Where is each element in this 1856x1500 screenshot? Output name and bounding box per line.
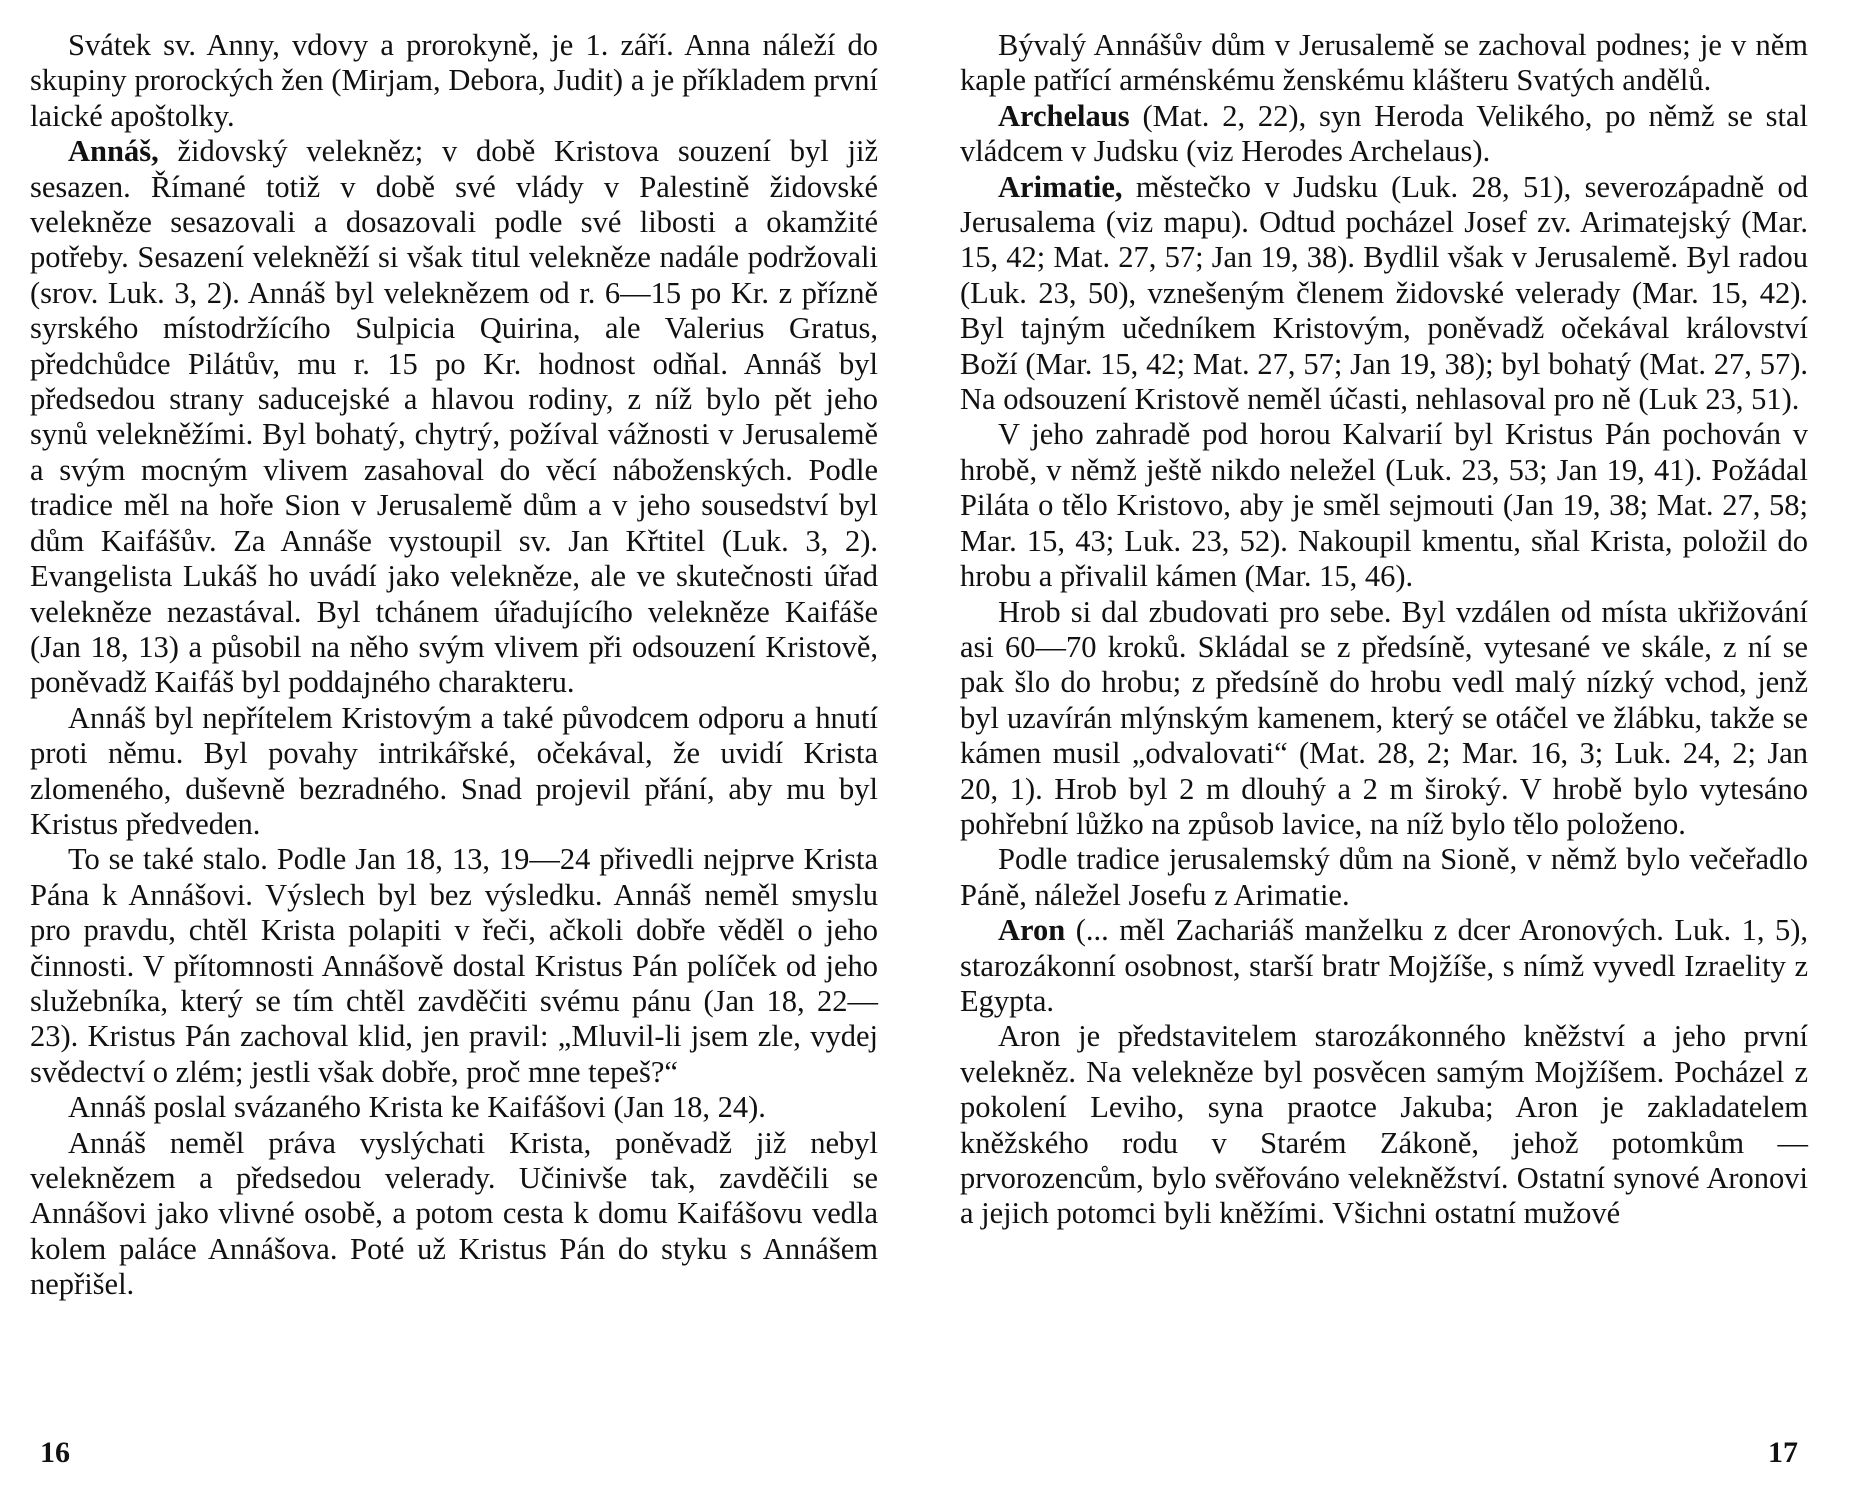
paragraph-text: Svátek sv. Anny, vdovy a prorokyně, je 1. září. Anna náleží do skupiny prorockých žen (Mirjam, Debora, Judit) a je příkladem první laické apoštolky. bbox=[30, 28, 878, 133]
paragraph-text: Aron je představitelem starozákonného kněžství a jeho první velekněz. Na velekněze byl posvěcen samým Mojžíšem. Pocházel z pokolení Leviho, syna praotce Jakuba; Aron je zakladatelem kněžského rodu v Starém Zákoně, jehož potomkům — prvorozencům, bylo svěřováno velekněžství. Ostatní synové Aronovi a jejich potomci byli kněžími. Všichni ostatní mužové bbox=[960, 1019, 1808, 1231]
page-number: 16 bbox=[40, 1436, 70, 1469]
right-page bbox=[960, 4, 1808, 1496]
paragraph-text: městečko v Judsku (Luk. 28, 51), severozápadně od Jerusalema (viz mapu). Odtud pocházel Josef zv. Arimatejský (Mar. 15, 42; Mat. 27, 57; Jan 19, 38). Bydlil však v Jerusalemě. Byl radou (Luk. 23, 50), vznešeným členem židovské velerady (Mar. 15, 42). Byl tajným učedníkem Kristovým, poněvadž očekával království Boží (Mar. 15, 42; Mat. 27, 57; Jan 19, 38); byl bohatý (Mat. 27, 57). Na odsouzení Kristově neměl účasti, nehlasoval pro ně (Luk 23, 51). bbox=[960, 169, 1808, 417]
paragraph bbox=[30, 134, 878, 701]
paragraph-text: V jeho zahradě pod horou Kalvarií byl Kristus Pán pochován v hrobě, v němž ještě nikdo neležel (Luk. 23, 53; Jan 19, 41). Požádal Piláta o tělo Kristovo, aby je směl sejmouti (Jan 19, 38; Mat. 27, 58; Mar. 15, 43; Luk. 23, 52). Nakoupil kmentu, sňal Krista, položil do hrobu a přivalil kámen (Mar. 15, 46). bbox=[960, 417, 1808, 594]
entry-term: Archelaus bbox=[998, 98, 1130, 133]
right-page-text bbox=[960, 28, 1808, 1232]
paragraph bbox=[960, 595, 1808, 843]
paragraph-text: židovský velekněz; v době Kristova souzení byl již sesazen. Římané totiž v době své vlády v Palestině židovské velekněze sesazovali a dosazovali podle své libosti a okamžité potřeby. Sesazení velekněží si však titul velekněze nadále podržovali (srov. Luk. 3, 2). Annáš byl veleknězem od r. 6—15 po Kr. z přízně syrského místodržícího Sulpicia Quirina, ale Valerius Gratus, předchůdce Pilátův, mu r. 15 po Kr. hodnost odňal. Annáš byl předsedou strany saducejské a hlavou rodiny, z níž bylo pět jeho synů velekněžími. Byl bohatý, chytrý, požíval vážnosti v Jerusalemě a svým mocným vlivem zasahoval do věcí náboženských. Podle tradice měl na hoře Sion v Jerusalemě dům a v jeho sousedství byl dům Kaifášův. Za Annáše vystoupil sv. Jan Křtitel (Luk. 3, 2). Evangelista Lukáš ho uvádí jako velekněze, ale ve skutečnosti úřad velekněze nezastával. Byl tchánem úřadujícího velekněze Kaifáše (Jan 18, 13) a působil na něho svým vlivem při odsouzení Kristově, poněvadž Kaifáš byl poddajného charakteru. bbox=[30, 134, 878, 700]
left-page bbox=[30, 4, 878, 1496]
paragraph-text: Annáš byl nepřítelem Kristovým a také původcem odporu a hnutí proti němu. Byl povahy intrikářské, očekával, že uvidí Krista zlomeného, duševně bezradného. Snad projevil přání, aby mu byl Kristus předveden. bbox=[30, 700, 878, 841]
paragraph bbox=[30, 1090, 878, 1125]
paragraph bbox=[960, 842, 1808, 913]
paragraph bbox=[960, 1019, 1808, 1231]
entry-term: Aron bbox=[998, 913, 1066, 948]
left-page-text bbox=[30, 28, 878, 1303]
paragraph bbox=[30, 842, 878, 1090]
paragraph-text: To se také stalo. Podle Jan 18, 13, 19—24 přivedli nejprve Krista Pána k Annášovi. Výslech byl bez výsledku. Annáš neměl smyslu pro pravdu, chtěl Krista polapiti v řeči, ačkoli dobře věděl o jeho činnosti. V přítomnosti Annášově dostal Kristus Pán políček od jeho služebníka, který se tím chtěl zavděčiti svému pánu (Jan 18, 22—23). Kristus Pán zachoval klid, jen pravil: „Mluvil-li jsem zle, vydej svědectví o zlém; jestli však dobře, proč mne tepeš?“ bbox=[30, 842, 878, 1089]
paragraph bbox=[30, 1126, 878, 1303]
paragraph-text: (... měl Zachariáš manželku z dcer Aronových. Luk. 1, 5), starozákonní osobnost, starší bratr Mojžíše, s nímž vyvedl Izraelity z Egypta. bbox=[960, 913, 1808, 1018]
paragraph-text: Podle tradice jerusalemský dům na Sioně, v němž bylo večeřadlo Páně, náležel Josefu z Arimatie. bbox=[960, 842, 1808, 912]
paragraph bbox=[960, 417, 1808, 594]
page-number: 17 bbox=[1768, 1436, 1798, 1469]
paragraph-text: Annáš poslal svázaného Krista ke Kaifášovi (Jan 18, 24). bbox=[68, 1090, 766, 1125]
entry-term: Annáš, bbox=[68, 134, 159, 169]
paragraph-text: Annáš neměl práva vyslýchati Krista, poněvadž již nebyl veleknězem a předsedou velerady. Učinivše tak, zavděčili se Annášovi jako vlivné osobě, a potom cesta k domu Kaifášovu vedla kolem paláce Annášova. Poté už Kristus Pán do styku s Annášem nepřišel. bbox=[30, 1125, 878, 1302]
paragraph bbox=[960, 28, 1808, 99]
paragraph-text: Bývalý Annášův dům v Jerusalemě se zachoval podnes; je v něm kaple patřící arménskému ženskému klášteru Svatých andělů. bbox=[960, 28, 1808, 98]
paragraph bbox=[960, 170, 1808, 418]
paragraph bbox=[960, 99, 1808, 170]
paragraph bbox=[960, 913, 1808, 1019]
paragraph bbox=[30, 701, 878, 843]
paragraph bbox=[30, 28, 878, 134]
paragraph-text: Hrob si dal zbudovati pro sebe. Byl vzdálen od místa ukřižování asi 60—70 kroků. Skládal se z předsíně, vytesané ve skále, z ní se pak šlo do hrobu; z předsíně do hrobu vedl malý nízký vchod, jenž byl uzavírán mlýnským kamenem, který se otáčel ve žlábku, takže se kámen musil „odvalovati“ (Mat. 28, 2; Mar. 16, 3; Luk. 24, 2; Jan 20, 1). Hrob byl 2 m dlouhý a 2 m široký. V hrobě bylo vytesáno pohřební lůžko na způsob lavice, na níž bylo tělo položeno. bbox=[960, 594, 1808, 841]
entry-term: Arimatie, bbox=[998, 169, 1123, 204]
paragraph-text: (Mat. 2, 22), syn Heroda Velikého, po němž se stal vládcem v Judsku (viz Herodes Archelaus). bbox=[960, 98, 1808, 169]
